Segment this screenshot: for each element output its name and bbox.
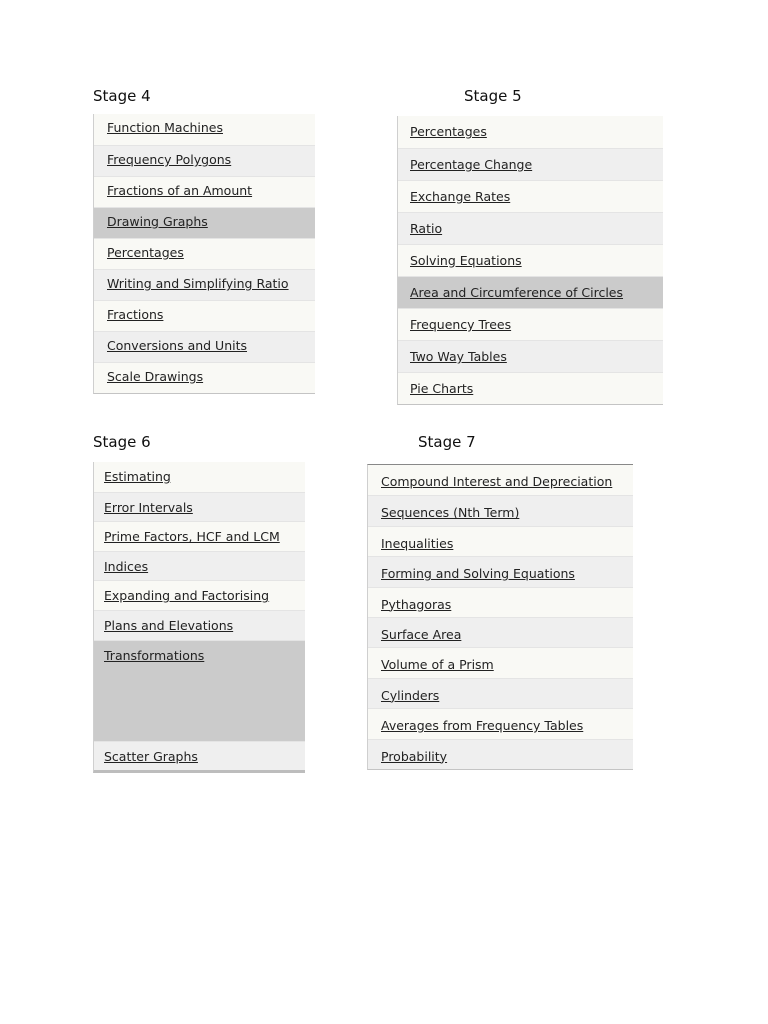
- topic-link-conversions-and-units[interactable]: Conversions and Units: [107, 338, 248, 353]
- topic-link-probability[interactable]: Probability: [381, 748, 448, 764]
- topic-link-compound-interest-and-depreciation[interactable]: Compound Interest and Depreciation: [381, 474, 613, 489]
- topic-link-transformations[interactable]: Transformations: [104, 647, 205, 663]
- topic-link-fractions-of-an-amount[interactable]: Fractions of an Amount: [107, 183, 253, 198]
- list-item: [368, 556, 633, 586]
- topic-link-ratio[interactable]: Ratio: [410, 221, 443, 236]
- list-item: [398, 180, 663, 212]
- list-item: [94, 362, 315, 393]
- list-item-highlighted: [94, 640, 305, 741]
- list-item: [398, 244, 663, 276]
- topic-link-solving-equations[interactable]: Solving Equations: [410, 253, 522, 268]
- list-item: [94, 462, 305, 492]
- topic-link-frequency-polygons[interactable]: Frequency Polygons: [107, 152, 232, 167]
- stage-5-topic-list: [397, 116, 663, 405]
- topic-link-area-and-circumference-of-circles[interactable]: Area and Circumference of Circles: [410, 285, 624, 300]
- topic-link-plans-and-elevations[interactable]: Plans and Elevations: [104, 617, 234, 633]
- topic-link-drawing-graphs[interactable]: Drawing Graphs: [107, 214, 208, 229]
- list-item: [398, 116, 663, 148]
- list-item: [368, 526, 633, 556]
- stage-7-title: Stage 7: [418, 433, 476, 451]
- list-item: [94, 238, 315, 269]
- list-item: [94, 610, 305, 640]
- list-item: [94, 331, 315, 362]
- list-item: [94, 300, 315, 331]
- topic-link-volume-of-a-prism[interactable]: Volume of a Prism: [381, 657, 494, 673]
- list-item: [94, 521, 305, 551]
- topic-link-averages-from-frequency-tables[interactable]: Averages from Frequency Tables: [381, 718, 584, 734]
- stage-4-title: Stage 4: [93, 87, 151, 105]
- topic-link-expanding-and-factorising[interactable]: Expanding and Factorising: [104, 588, 270, 604]
- list-item: [368, 587, 633, 617]
- topic-link-two-way-tables[interactable]: Two Way Tables: [410, 349, 507, 364]
- topic-link-error-intervals[interactable]: Error Intervals: [104, 499, 193, 515]
- list-item: [94, 492, 305, 522]
- list-item: [398, 148, 663, 180]
- topic-link-forming-and-solving-equations[interactable]: Forming and Solving Equations: [381, 566, 575, 582]
- stage-5-title: Stage 5: [464, 87, 522, 105]
- list-item: [368, 495, 633, 525]
- topic-link-percentages[interactable]: Percentages: [107, 245, 184, 260]
- list-item: [94, 580, 305, 610]
- list-item: [94, 269, 315, 300]
- list-item: [398, 372, 663, 404]
- list-item: [398, 340, 663, 372]
- list-item: [368, 708, 633, 738]
- list-item: [94, 551, 305, 581]
- list-item: [398, 308, 663, 340]
- topic-link-function-machines[interactable]: Function Machines: [107, 120, 223, 135]
- stage-6-title: Stage 6: [93, 433, 151, 451]
- topic-link-fractions[interactable]: Fractions: [107, 307, 164, 322]
- topic-link-exchange-rates[interactable]: Exchange Rates: [410, 189, 511, 204]
- list-item: [368, 739, 633, 769]
- list-item: [368, 465, 633, 495]
- topic-link-frequency-trees[interactable]: Frequency Trees: [410, 317, 512, 332]
- list-item: [94, 114, 315, 145]
- list-item: [94, 741, 305, 771]
- topic-link-indices[interactable]: Indices: [104, 558, 149, 574]
- topic-link-pythagoras[interactable]: Pythagoras: [381, 596, 452, 612]
- topic-link-writing-and-simplifying-ratio[interactable]: Writing and Simplifying Ratio: [107, 276, 289, 291]
- list-item: [94, 176, 315, 207]
- list-item-highlighted: [94, 207, 315, 238]
- topic-link-cylinders[interactable]: Cylinders: [381, 687, 440, 703]
- list-item: [398, 212, 663, 244]
- list-item: [368, 678, 633, 708]
- topic-link-pie-charts[interactable]: Pie Charts: [410, 381, 474, 396]
- stage-4-topic-list: [93, 114, 315, 394]
- topic-link-percentages[interactable]: Percentages: [410, 124, 487, 139]
- topic-link-inequalities[interactable]: Inequalities: [381, 535, 454, 551]
- stage-6-topic-list: [93, 462, 305, 773]
- list-item: [368, 647, 633, 677]
- topic-link-scatter-graphs[interactable]: Scatter Graphs: [104, 748, 198, 764]
- list-item: [368, 617, 633, 647]
- list-item: [94, 145, 315, 176]
- stage-7-topic-list: [367, 464, 633, 770]
- topic-link-percentage-change[interactable]: Percentage Change: [410, 157, 533, 172]
- topic-link-prime-factors-hcf-lcm[interactable]: Prime Factors, HCF and LCM: [104, 529, 280, 545]
- topic-link-surface-area[interactable]: Surface Area: [381, 626, 462, 642]
- topic-link-sequences-nth-term[interactable]: Sequences (Nth Term): [381, 505, 520, 521]
- list-item-highlighted: [398, 276, 663, 308]
- topic-link-scale-drawings[interactable]: Scale Drawings: [107, 369, 204, 384]
- topic-link-estimating[interactable]: Estimating: [104, 469, 171, 484]
